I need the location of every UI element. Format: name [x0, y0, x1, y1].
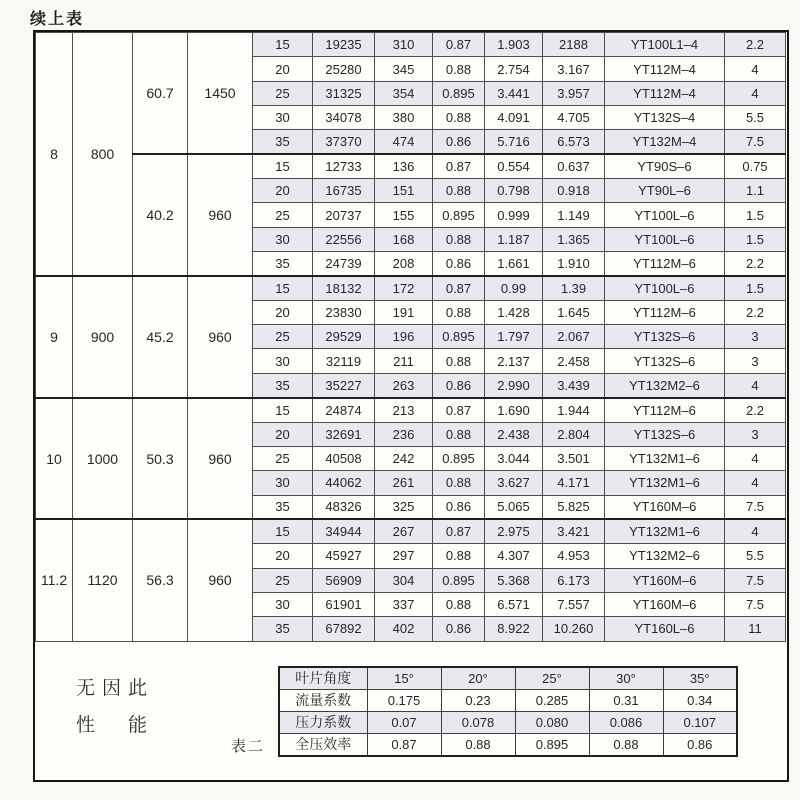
tip-speed-cell: 60.7 [133, 33, 188, 155]
shaft-power-cell: 1.428 [485, 300, 543, 324]
blade-angle-cell: 25 [253, 81, 313, 105]
efficiency-cell: 0.88 [433, 544, 485, 568]
coeff-value-cell: 25° [515, 667, 589, 689]
motor-model-cell: YT132M1–6 [605, 446, 725, 470]
table-row [36, 276, 786, 300]
efficiency-cell: 0.88 [433, 349, 485, 373]
motor-power-cell: 7.5 [725, 495, 786, 519]
rpm-cell: 960 [188, 519, 253, 641]
motor-power-cell: 7.5 [725, 568, 786, 592]
blade-angle-cell: 25 [253, 568, 313, 592]
motor-model-cell: YT90L–6 [605, 179, 725, 203]
flow-rate-cell: 44062 [313, 471, 375, 495]
shaft-power-cell: 0.798 [485, 179, 543, 203]
efficiency-cell: 0.86 [433, 495, 485, 519]
motor-model-cell: YT112M–4 [605, 81, 725, 105]
coeff-row [279, 689, 737, 711]
table2-label: 表二 [231, 738, 266, 755]
coeff-value-cell: 0.86 [663, 734, 737, 756]
shaft-power-cell: 8.922 [485, 617, 543, 641]
efficiency-cell: 0.895 [433, 325, 485, 349]
pressure-cell: 211 [375, 349, 433, 373]
motor-model-cell: YT132M2–6 [605, 544, 725, 568]
coeff-value-cell: 0.107 [663, 711, 737, 733]
shaft-power-cell: 3.627 [485, 471, 543, 495]
shaft-power-cell: 5.716 [485, 130, 543, 154]
flow-rate-cell: 67892 [313, 617, 375, 641]
flow-rate-cell: 24739 [313, 252, 375, 276]
calc-power-cell: 4.171 [543, 471, 605, 495]
impeller-dia-cell: 800 [73, 33, 133, 276]
coeff-value-cell: 0.23 [441, 689, 515, 711]
motor-model-cell: YT112M–4 [605, 57, 725, 81]
efficiency-cell: 0.88 [433, 179, 485, 203]
table-sheet [33, 30, 789, 782]
blade-angle-cell: 25 [253, 446, 313, 470]
motor-power-cell: 4 [725, 373, 786, 397]
tip-speed-cell: 45.2 [133, 276, 188, 398]
efficiency-cell: 0.86 [433, 130, 485, 154]
coeff-value-cell: 0.87 [367, 734, 441, 756]
calc-power-cell: 10.260 [543, 617, 605, 641]
impeller-dia-cell: 1000 [73, 398, 133, 520]
coeff-header-row [279, 667, 737, 689]
calc-power-cell: 3.957 [543, 81, 605, 105]
motor-model-cell: YT132M2–6 [605, 373, 725, 397]
calc-power-cell: 2.458 [543, 349, 605, 373]
pressure-cell: 136 [375, 154, 433, 178]
tip-speed-cell: 40.2 [133, 154, 188, 276]
impeller-dia-cell: 1120 [73, 519, 133, 641]
efficiency-cell: 0.88 [433, 422, 485, 446]
shaft-power-cell: 0.99 [485, 276, 543, 300]
motor-model-cell: YT132M1–6 [605, 471, 725, 495]
calc-power-cell: 1.944 [543, 398, 605, 422]
blade-angle-cell: 30 [253, 227, 313, 251]
note-text-line2: 性 能 [76, 715, 155, 736]
efficiency-cell: 0.87 [433, 519, 485, 543]
motor-model-cell: YT132S–4 [605, 106, 725, 130]
blade-angle-cell: 35 [253, 252, 313, 276]
shaft-power-cell: 3.441 [485, 81, 543, 105]
calc-power-cell: 4.705 [543, 106, 605, 130]
motor-power-cell: 4 [725, 446, 786, 470]
pressure-cell: 155 [375, 203, 433, 227]
pressure-cell: 261 [375, 471, 433, 495]
motor-power-cell: 4 [725, 519, 786, 543]
flow-rate-cell: 37370 [313, 130, 375, 154]
motor-power-cell: 2.2 [725, 33, 786, 57]
efficiency-cell: 0.88 [433, 300, 485, 324]
motor-power-cell: 7.5 [725, 592, 786, 616]
blade-angle-cell: 20 [253, 57, 313, 81]
flow-rate-cell: 45927 [313, 544, 375, 568]
pressure-cell: 242 [375, 446, 433, 470]
efficiency-cell: 0.88 [433, 592, 485, 616]
flow-rate-cell: 18132 [313, 276, 375, 300]
coeff-row [279, 734, 737, 756]
shaft-power-cell: 5.368 [485, 568, 543, 592]
flow-rate-cell: 48326 [313, 495, 375, 519]
efficiency-cell: 0.88 [433, 471, 485, 495]
coeff-value-cell: 30° [589, 667, 663, 689]
coeff-value-cell: 0.88 [441, 734, 515, 756]
efficiency-cell: 0.86 [433, 373, 485, 397]
blade-angle-cell: 15 [253, 398, 313, 422]
flow-rate-cell: 32691 [313, 422, 375, 446]
flow-rate-cell: 34944 [313, 519, 375, 543]
tip-speed-cell: 50.3 [133, 398, 188, 520]
calc-power-cell: 3.421 [543, 519, 605, 543]
motor-model-cell: YT100L–6 [605, 203, 725, 227]
motor-power-cell: 2.2 [725, 252, 786, 276]
blade-angle-cell: 35 [253, 373, 313, 397]
pressure-cell: 151 [375, 179, 433, 203]
motor-model-cell: YT132S–6 [605, 422, 725, 446]
flow-rate-cell: 29529 [313, 325, 375, 349]
coeff-value-cell: 0.086 [589, 711, 663, 733]
shaft-power-cell: 1.690 [485, 398, 543, 422]
motor-model-cell: YT160M–6 [605, 568, 725, 592]
shaft-power-cell: 2.990 [485, 373, 543, 397]
blade-angle-cell: 25 [253, 203, 313, 227]
shaft-power-cell: 2.975 [485, 519, 543, 543]
pressure-cell: 354 [375, 81, 433, 105]
efficiency-cell: 0.895 [433, 446, 485, 470]
blade-angle-cell: 20 [253, 544, 313, 568]
efficiency-cell: 0.87 [433, 33, 485, 57]
blade-angle-cell: 20 [253, 300, 313, 324]
shaft-power-cell: 2.137 [485, 349, 543, 373]
table-row [36, 154, 786, 178]
blade-angle-cell: 35 [253, 130, 313, 154]
pressure-cell: 337 [375, 592, 433, 616]
calc-power-cell: 1.910 [543, 252, 605, 276]
machine-no-cell: 10 [36, 398, 73, 520]
fan-performance-table [35, 32, 786, 642]
coeff-value-cell: 15° [367, 667, 441, 689]
blade-angle-cell: 15 [253, 154, 313, 178]
pressure-cell: 208 [375, 252, 433, 276]
efficiency-cell: 0.86 [433, 252, 485, 276]
calc-power-cell: 0.637 [543, 154, 605, 178]
calc-power-cell: 0.918 [543, 179, 605, 203]
coeff-row [279, 711, 737, 733]
calc-power-cell: 6.573 [543, 130, 605, 154]
pressure-cell: 263 [375, 373, 433, 397]
motor-power-cell: 1.5 [725, 203, 786, 227]
pressure-cell: 402 [375, 617, 433, 641]
motor-model-cell: YT160L–6 [605, 617, 725, 641]
table-row [36, 398, 786, 422]
shaft-power-cell: 4.091 [485, 106, 543, 130]
motor-model-cell: YT160M–6 [605, 495, 725, 519]
flow-rate-cell: 24874 [313, 398, 375, 422]
rpm-cell: 960 [188, 398, 253, 520]
pressure-cell: 196 [375, 325, 433, 349]
calc-power-cell: 2188 [543, 33, 605, 57]
pressure-cell: 474 [375, 130, 433, 154]
pressure-cell: 172 [375, 276, 433, 300]
blade-angle-cell: 30 [253, 592, 313, 616]
coeff-value-cell: 0.080 [515, 711, 589, 733]
motor-power-cell: 1.1 [725, 179, 786, 203]
motor-model-cell: YT100L–6 [605, 227, 725, 251]
blade-angle-cell: 15 [253, 276, 313, 300]
shaft-power-cell: 4.307 [485, 544, 543, 568]
flow-rate-cell: 22556 [313, 227, 375, 251]
coeff-value-cell: 0.285 [515, 689, 589, 711]
coeff-value-cell: 0.88 [589, 734, 663, 756]
motor-model-cell: YT112M–6 [605, 300, 725, 324]
impeller-dia-cell: 900 [73, 276, 133, 398]
pressure-cell: 267 [375, 519, 433, 543]
motor-power-cell: 2.2 [725, 300, 786, 324]
pressure-cell: 191 [375, 300, 433, 324]
efficiency-cell: 0.87 [433, 398, 485, 422]
flow-rate-cell: 32119 [313, 349, 375, 373]
efficiency-cell: 0.87 [433, 154, 485, 178]
note-text-line1: 无因此 [76, 678, 155, 699]
calc-power-cell: 3.501 [543, 446, 605, 470]
calc-power-cell: 5.825 [543, 495, 605, 519]
blade-angle-cell: 30 [253, 471, 313, 495]
blade-angle-cell: 15 [253, 33, 313, 57]
flow-rate-cell: 23830 [313, 300, 375, 324]
motor-power-cell: 5.5 [725, 544, 786, 568]
coeff-value-cell: 0.895 [515, 734, 589, 756]
flow-rate-cell: 35227 [313, 373, 375, 397]
motor-model-cell: YT90S–6 [605, 154, 725, 178]
motor-power-cell: 7.5 [725, 130, 786, 154]
flow-rate-cell: 31325 [313, 81, 375, 105]
blade-angle-cell: 20 [253, 422, 313, 446]
machine-no-cell: 9 [36, 276, 73, 398]
coeff-value-cell: 35° [663, 667, 737, 689]
motor-power-cell: 4 [725, 81, 786, 105]
calc-power-cell: 4.953 [543, 544, 605, 568]
motor-power-cell: 0.75 [725, 154, 786, 178]
shaft-power-cell: 6.571 [485, 592, 543, 616]
coeff-row-label: 叶片角度 [279, 667, 367, 689]
efficiency-cell: 0.88 [433, 57, 485, 81]
shaft-power-cell: 2.754 [485, 57, 543, 81]
motor-power-cell: 11 [725, 617, 786, 641]
rpm-cell: 960 [188, 154, 253, 276]
efficiency-cell: 0.88 [433, 106, 485, 130]
motor-model-cell: YT132M1–6 [605, 519, 725, 543]
motor-model-cell: YT100L1–4 [605, 33, 725, 57]
machine-no-cell: 11.2 [36, 519, 73, 641]
shaft-power-cell: 1.903 [485, 33, 543, 57]
efficiency-cell: 0.88 [433, 227, 485, 251]
motor-power-cell: 1.5 [725, 276, 786, 300]
efficiency-cell: 0.895 [433, 568, 485, 592]
shaft-power-cell: 2.438 [485, 422, 543, 446]
flow-rate-cell: 20737 [313, 203, 375, 227]
table-row [36, 519, 786, 543]
motor-model-cell: YT132M–4 [605, 130, 725, 154]
coeff-value-cell: 0.07 [367, 711, 441, 733]
motor-power-cell: 4 [725, 471, 786, 495]
efficiency-cell: 0.895 [433, 81, 485, 105]
pressure-cell: 380 [375, 106, 433, 130]
pressure-cell: 310 [375, 33, 433, 57]
coeff-row-label: 压力系数 [279, 711, 367, 733]
shaft-power-cell: 3.044 [485, 446, 543, 470]
calc-power-cell: 6.173 [543, 568, 605, 592]
coeff-value-cell: 20° [441, 667, 515, 689]
blade-angle-cell: 30 [253, 106, 313, 130]
motor-model-cell: YT112M–6 [605, 398, 725, 422]
efficiency-cell: 0.87 [433, 276, 485, 300]
motor-model-cell: YT160M–6 [605, 592, 725, 616]
efficiency-cell: 0.895 [433, 203, 485, 227]
flow-rate-cell: 16735 [313, 179, 375, 203]
coeff-value-cell: 0.175 [367, 689, 441, 711]
motor-power-cell: 3 [725, 422, 786, 446]
flow-rate-cell: 61901 [313, 592, 375, 616]
coeff-value-cell: 0.34 [663, 689, 737, 711]
blade-angle-cell: 20 [253, 179, 313, 203]
calc-power-cell: 3.439 [543, 373, 605, 397]
flow-rate-cell: 19235 [313, 33, 375, 57]
rpm-cell: 960 [188, 276, 253, 398]
blade-angle-cell: 35 [253, 495, 313, 519]
calc-power-cell: 2.804 [543, 422, 605, 446]
coeff-value-cell: 0.31 [589, 689, 663, 711]
efficiency-cell: 0.86 [433, 617, 485, 641]
motor-power-cell: 5.5 [725, 106, 786, 130]
calc-power-cell: 1.149 [543, 203, 605, 227]
motor-power-cell: 2.2 [725, 398, 786, 422]
pressure-cell: 297 [375, 544, 433, 568]
calc-power-cell: 1.365 [543, 227, 605, 251]
flow-rate-cell: 34078 [313, 106, 375, 130]
motor-model-cell: YT112M–6 [605, 252, 725, 276]
shaft-power-cell: 1.661 [485, 252, 543, 276]
blade-angle-cell: 30 [253, 349, 313, 373]
shaft-power-cell: 1.797 [485, 325, 543, 349]
pressure-cell: 304 [375, 568, 433, 592]
blade-angle-cell: 15 [253, 519, 313, 543]
motor-model-cell: YT100L–6 [605, 276, 725, 300]
motor-model-cell: YT132S–6 [605, 349, 725, 373]
pressure-cell: 168 [375, 227, 433, 251]
calc-power-cell: 1.39 [543, 276, 605, 300]
motor-model-cell: YT132S–6 [605, 325, 725, 349]
page-title: 续上表 [30, 11, 85, 28]
rpm-cell: 1450 [188, 33, 253, 155]
machine-no-cell: 8 [36, 33, 73, 276]
pressure-cell: 213 [375, 398, 433, 422]
pressure-cell: 325 [375, 495, 433, 519]
shaft-power-cell: 5.065 [485, 495, 543, 519]
table-row [36, 33, 786, 57]
calc-power-cell: 3.167 [543, 57, 605, 81]
pressure-cell: 236 [375, 422, 433, 446]
flow-rate-cell: 12733 [313, 154, 375, 178]
coefficient-table [278, 666, 738, 757]
calc-power-cell: 1.645 [543, 300, 605, 324]
coeff-value-cell: 0.078 [441, 711, 515, 733]
flow-rate-cell: 56909 [313, 568, 375, 592]
coeff-row-label: 全压效率 [279, 734, 367, 756]
tip-speed-cell: 56.3 [133, 519, 188, 641]
shaft-power-cell: 0.554 [485, 154, 543, 178]
blade-angle-cell: 35 [253, 617, 313, 641]
motor-power-cell: 4 [725, 57, 786, 81]
pressure-cell: 345 [375, 57, 433, 81]
motor-power-cell: 3 [725, 349, 786, 373]
shaft-power-cell: 0.999 [485, 203, 543, 227]
calc-power-cell: 7.557 [543, 592, 605, 616]
blade-angle-cell: 25 [253, 325, 313, 349]
coeff-row-label: 流量系数 [279, 689, 367, 711]
shaft-power-cell: 1.187 [485, 227, 543, 251]
calc-power-cell: 2.067 [543, 325, 605, 349]
motor-power-cell: 1.5 [725, 227, 786, 251]
flow-rate-cell: 25280 [313, 57, 375, 81]
motor-power-cell: 3 [725, 325, 786, 349]
flow-rate-cell: 40508 [313, 446, 375, 470]
